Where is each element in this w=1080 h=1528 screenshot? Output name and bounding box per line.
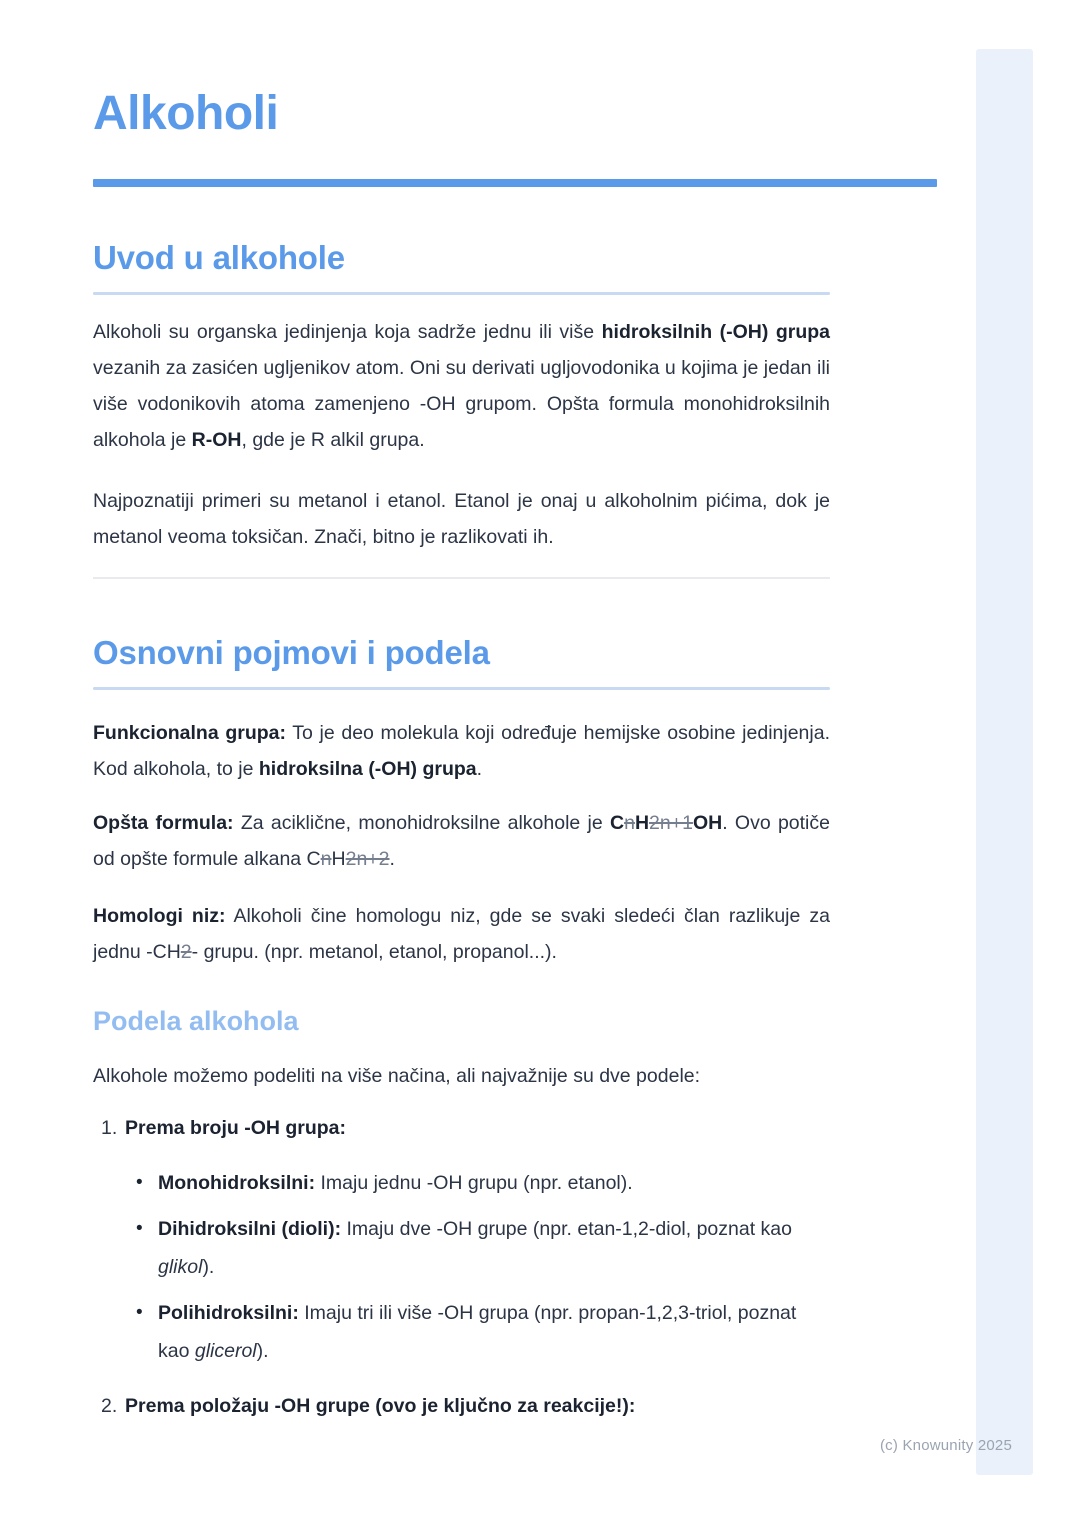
list-item-dihidroksilni xyxy=(136,1210,830,1286)
document-content xyxy=(93,88,830,1424)
paragraph-funkcionalna-grupa: Funkcionalna grupa: To je deo molekula koji određuje hemijske osobine jedinjenja. Kod alkohola, to je hidroksilna (-OH) grupa. xyxy=(93,722,830,780)
section-uvod xyxy=(93,236,830,555)
bullet-icon: • xyxy=(136,1172,143,1193)
page-edge-strip xyxy=(976,49,1033,1475)
section-divider xyxy=(93,577,830,579)
paragraph-intro-alcohols: Alkoholi su organska jedinjenja koja sadrže jednu ili više hidroksilnih (-OH) grupa vezanih za zasićen ugljenikov atom. Oni su derivati ugljovodonika u kojima je jedan ili više vodonikovih atoma zamenjeno -OH grupom. Opšta formula monohidroksilnih alkohola je R-OH, gde je R alkil grupa. xyxy=(93,321,830,451)
section-osnovni xyxy=(93,631,830,1424)
paragraph-podela-intro: Alkohole možemo podeliti na više načina, ali najvažnije su dve podele: xyxy=(93,1065,701,1087)
list-item-monohidroksilni xyxy=(136,1164,830,1202)
heading-underline xyxy=(93,292,830,295)
classification-list xyxy=(93,1110,830,1424)
paragraph-examples: Najpoznatiji primeri su metanol i etanol. Etanol je onaj u alkoholnim pićima, dok je metanol veoma toksičan. Znači, bitno je razlikovati ih. xyxy=(93,490,830,548)
copyright-notice: (c) Knowunity 2025 xyxy=(879,1437,1012,1454)
subsection-heading-podela: Podela alkohola xyxy=(93,1006,299,1036)
title-underline xyxy=(93,179,937,187)
bullet-icon: • xyxy=(136,1302,143,1323)
bullet-text: Polihidroksilni: Imaju tri ili više -OH grupa (npr. propan-1,2,3-triol, poznat kao glicerol). xyxy=(158,1302,797,1362)
bullet-text: Monohidroksilni: Imaju jednu -OH grupu (npr. etanol). xyxy=(158,1172,633,1194)
paragraph-homologi-niz: Homologi niz: Alkoholi čine homologu niz, gde se svaki sledeći član razlikuje za jednu -CH2- grupu. (npr. metanol, etanol, propanol...). xyxy=(93,905,830,963)
paragraph-opsta-formula: Opšta formula: Za aciklične, monohidroksilne alkohole je CnH2n+1OH. Ovo potiče od opšte formule alkana CnH2n+2. xyxy=(93,812,830,870)
bullet-icon: • xyxy=(136,1218,143,1239)
list-item-label: Prema položaju -OH grupe (ovo je ključno za reakcije!): xyxy=(125,1395,636,1417)
bullet-text: Dihidroksilni (dioli): Imaju dve -OH grupe (npr. etan-1,2-diol, poznat kao glikol). xyxy=(158,1218,792,1278)
section-heading-osnovni: Osnovni pojmovi i podela xyxy=(93,634,490,671)
heading-underline xyxy=(93,687,830,690)
list-item-prema-polozaju xyxy=(93,1388,830,1424)
list-item-label: Prema broju -OH grupa: xyxy=(125,1117,347,1139)
bullet-list xyxy=(93,1164,830,1370)
list-number: 1. xyxy=(101,1117,118,1139)
list-item-polihidroksilni xyxy=(136,1294,830,1370)
list-item-prema-broju xyxy=(93,1110,830,1146)
list-number: 2. xyxy=(101,1395,118,1417)
section-heading-uvod: Uvod u alkohole xyxy=(93,239,345,276)
page-title: Alkoholi xyxy=(93,87,279,140)
